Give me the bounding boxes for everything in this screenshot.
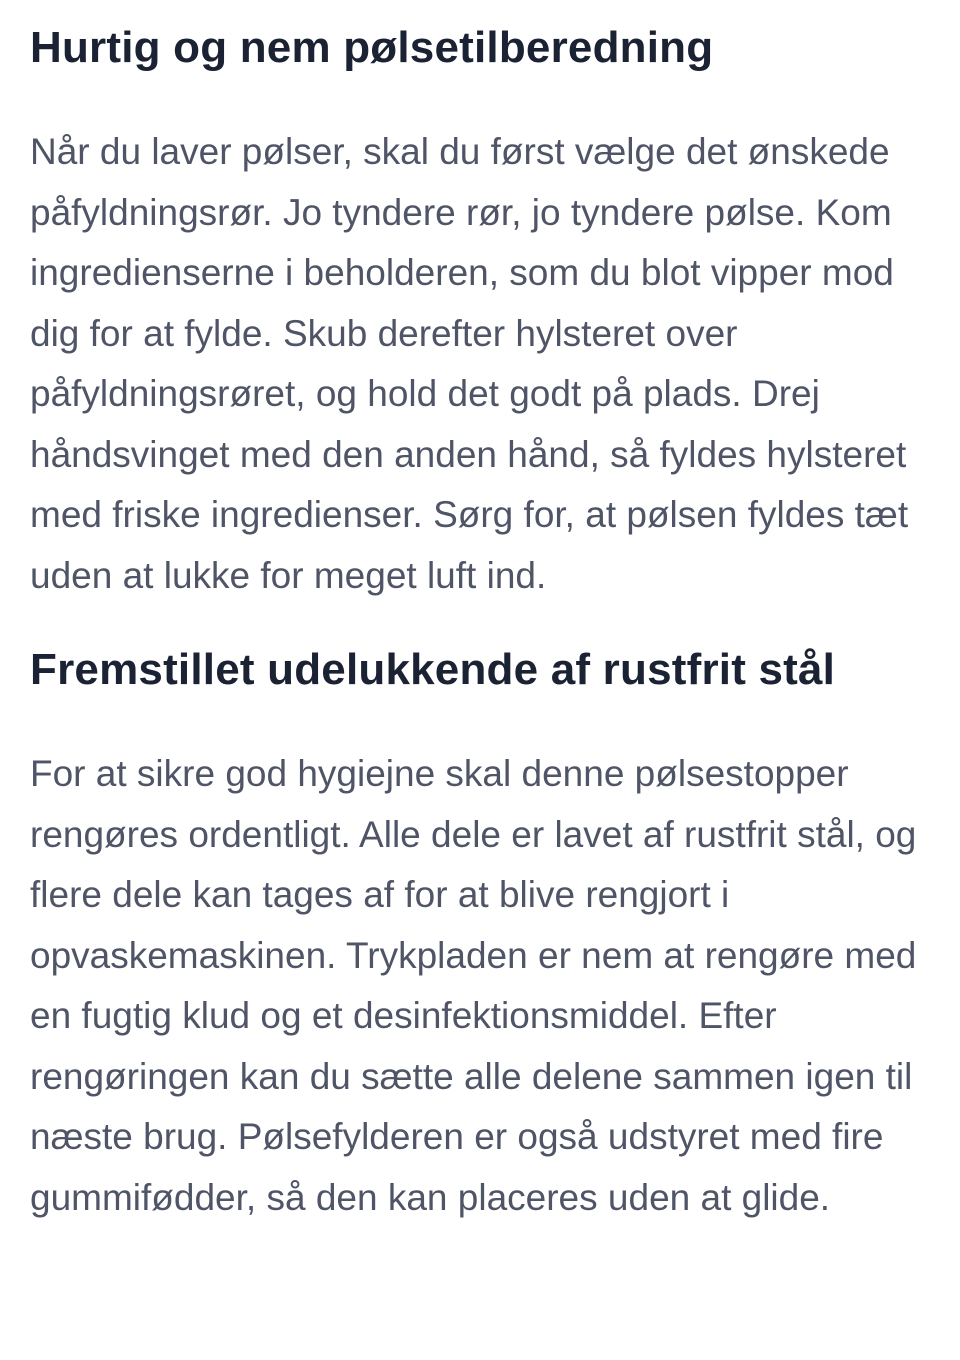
section-heading: Fremstillet udelukkende af rustfrit stål bbox=[30, 645, 836, 694]
article-content bbox=[30, 18, 952, 1228]
section-body: For at sikre god hygiejne skal denne pølsestopper rengøres ordentligt. Alle dele er lavet af rustfrit stål, og flere dele kan tages af for at blive rengjort i opvaskemaskinen. Trykpladen er nem at rengøre med en fugtig klud og et desinfektionsmiddel. Efter rengøringen kan du sætte alle delene sammen igen til næste brug. Pølsefylderen er også udstyret med fire gummifødder, så den kan placeres uden at glide. bbox=[30, 753, 917, 1218]
section-stainless-steel bbox=[30, 640, 952, 1228]
section-heading: Hurtig og nem pølsetilberedning bbox=[30, 23, 714, 72]
section-body: Når du laver pølser, skal du først vælge det ønskede påfyldningsrør. Jo tyndere rør, jo tyndere pølse. Kom ingredienserne i beholderen, som du blot vipper mod dig for at fylde. Skub derefter hylsteret over påfyldningsrøret, og hold det godt på plads. Drej håndsvinget med den anden hånd, så fyldes hylsteret med friske ingredienser. Sørg for, at pølsen fyldes tæt uden at lukke for meget luft ind. bbox=[30, 131, 909, 596]
section-quick-preparation bbox=[30, 18, 952, 606]
